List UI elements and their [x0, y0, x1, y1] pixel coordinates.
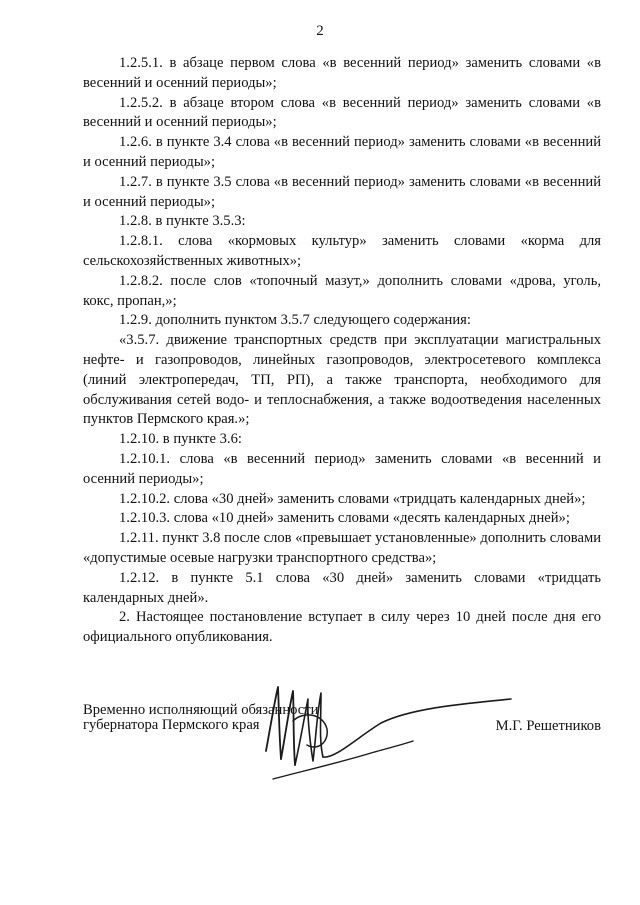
- paragraph-1-2-6: 1.2.6. в пункте 3.4 слова «в весенний период» заменить словами «в весенний и осенний периоды»;: [83, 134, 601, 170]
- signatory-name: М.Г. Решетников: [495, 718, 601, 734]
- paragraph-1-2-12: 1.2.12. в пункте 5.1 слова «30 дней» заменить словами «тридцать календарных дней».: [83, 569, 601, 606]
- paragraph-1-2-10: 1.2.10. в пункте 3.6:: [119, 431, 242, 448]
- paragraph-1-2-5-2: 1.2.5.2. в абзаце втором слова «в весенний период» заменить словами «в весенний и осенний периоды»;: [83, 94, 601, 131]
- paragraph-1-2-8-1: 1.2.8.1. слова «кормовых культур» заменить словами «корма для сельскохозяйственных животных»;: [83, 233, 601, 269]
- paragraph-1-2-9: 1.2.9. дополнить пунктом 3.5.7 следующего содержания:: [119, 312, 471, 329]
- page-number: 2: [316, 23, 324, 39]
- paragraph-1-2-8: 1.2.8. в пункте 3.5.3:: [119, 213, 246, 230]
- paragraph-1-2-10-1: 1.2.10.1. слова «в весенний период» заменить словами «в весенний и осенний периоды»;: [83, 450, 601, 487]
- paragraph-1-2-10-3: 1.2.10.3. слова «10 дней» заменить словами «десять календарных дней»;: [119, 510, 570, 527]
- paragraph-2-effective-date: 2. Настоящее постановление вступает в силу через 10 дней после дня его официального опубликования.: [83, 609, 601, 646]
- signature-block: [83, 703, 601, 793]
- document-body: [83, 54, 601, 648]
- paragraph-3-5-7-quote: «3.5.7. движение транспортных средств при эксплуатации магистральных нефте- и газопроводов, линейных газопроводов, электросетевого комплекса (линий электропередач, ТП, РП), а также транспорта, необходимого для обслуживания сетей водо- и теплоснабжения, а также водоотведения населенных пунктов Пермского края.»;: [83, 332, 601, 428]
- paragraph-1-2-11: 1.2.11. пункт 3.8 после слов «превышает установленные» дополнить словами «допустимые осевые нагрузки транспортного средства»;: [83, 530, 601, 566]
- handwritten-signature: [263, 679, 563, 789]
- paragraph-1-2-5-1: 1.2.5.1. в абзаце первом слова «в весенний период» заменить словами «в весенний и осенний периоды»;: [83, 55, 601, 91]
- paragraph-1-2-7: 1.2.7. в пункте 3.5 слова «в весенний период» заменить словами «в весенний и осенний периоды»;: [83, 173, 601, 210]
- paragraph-1-2-10-2: 1.2.10.2. слова «30 дней» заменить словами «тридцать календарных дней»;: [119, 490, 586, 507]
- paragraph-1-2-8-2: 1.2.8.2. после слов «топочный мазут,» дополнить словами «дрова, уголь, кокс, пропан,»;: [83, 272, 601, 309]
- signatory-title-line2: губернатора Пермского края: [83, 717, 260, 733]
- signatory-title-line1: Временно исполняющий обязанности: [83, 702, 319, 718]
